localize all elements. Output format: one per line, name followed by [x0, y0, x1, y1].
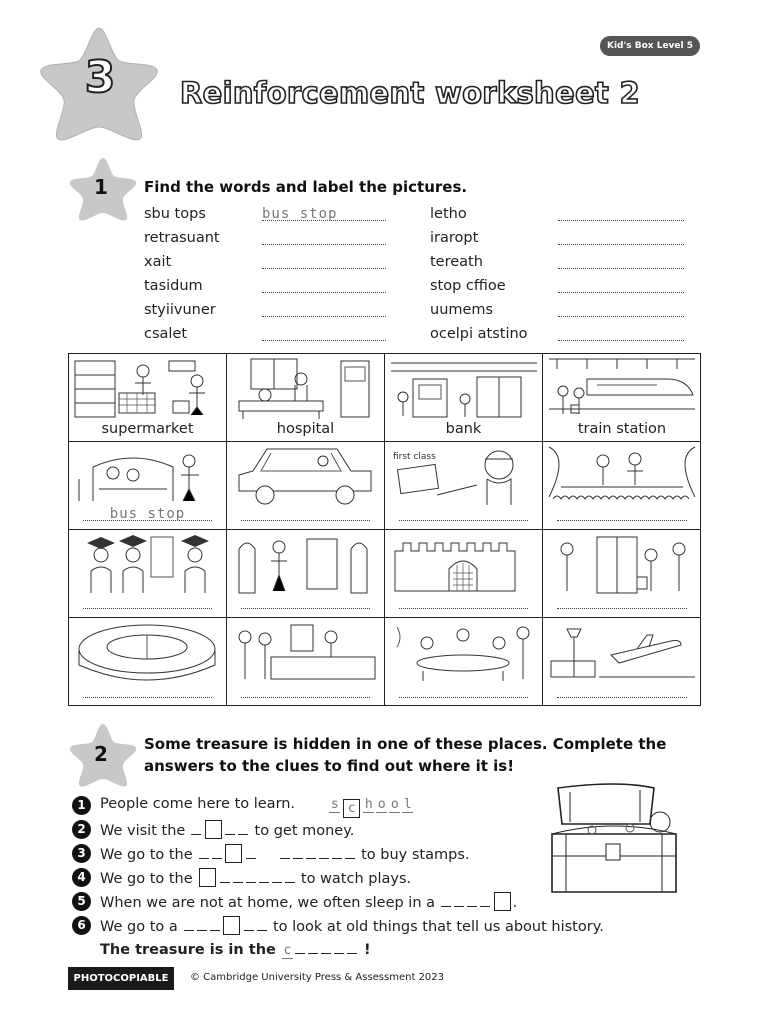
answer-line[interactable]	[262, 278, 386, 293]
letter-blank[interactable]	[334, 940, 344, 954]
post-office-picture	[389, 445, 539, 507]
hospital-picture	[231, 357, 381, 421]
letter-blank[interactable]	[306, 845, 316, 859]
letter-blank[interactable]	[184, 917, 194, 931]
letter-blank[interactable]	[295, 940, 305, 954]
letter-blank[interactable]	[280, 845, 290, 859]
picture-cell	[69, 618, 227, 706]
bus-stop-picture	[73, 445, 223, 507]
picture-label: bank	[445, 421, 482, 437]
picture-answer-line[interactable]	[557, 594, 687, 609]
letter-blank[interactable]	[233, 869, 243, 883]
clue-text: to get money.	[254, 823, 355, 839]
clue-number: 2	[72, 820, 91, 839]
clue-text: We visit the	[100, 823, 186, 839]
clue-number: 3	[72, 844, 91, 863]
letter-blank[interactable]	[199, 845, 209, 859]
svg-text:first class: first class	[393, 452, 436, 462]
picture-cell	[385, 530, 543, 618]
picture-cell	[227, 530, 385, 618]
picture-cell	[69, 530, 227, 618]
clue-text: .	[512, 895, 518, 911]
treasure-answer	[100, 940, 371, 959]
picture-cell	[227, 354, 385, 442]
exercise-2-number: 2	[94, 742, 108, 766]
letter-blank[interactable]	[220, 869, 230, 883]
letter-blank[interactable]	[285, 869, 295, 883]
scrambled-word: tasidum	[144, 278, 203, 294]
picture-grid	[68, 353, 701, 706]
police-station-picture	[231, 621, 381, 683]
answer-line[interactable]	[262, 230, 386, 245]
picture-cell	[385, 618, 543, 706]
letter-blank[interactable]	[246, 869, 256, 883]
clue-text: to buy stamps.	[361, 847, 470, 863]
bank-picture	[389, 357, 539, 421]
answer-line[interactable]	[558, 206, 684, 221]
clue-5	[100, 892, 517, 911]
picture-answer-line[interactable]	[83, 594, 212, 609]
scrambled-word: tereath	[430, 254, 483, 270]
answer-line[interactable]	[262, 254, 386, 269]
clue-text: When we are not at home, we often sleep in a	[100, 895, 436, 911]
letter-blank[interactable]	[321, 940, 331, 954]
letter-blank[interactable]	[319, 845, 329, 859]
answer-line[interactable]	[558, 230, 684, 245]
letter-blank[interactable]	[212, 845, 222, 859]
letter-blank[interactable]	[347, 940, 357, 954]
picture-answer-line[interactable]	[399, 594, 528, 609]
scrambled-word: letho	[430, 206, 467, 222]
clue-text: to look at old things that tell us about history.	[272, 919, 604, 935]
answer-line[interactable]	[262, 302, 386, 317]
picture-cell	[69, 442, 227, 530]
answer-line[interactable]	[262, 326, 386, 341]
picture-cell	[227, 618, 385, 706]
treasure-chest-icon	[548, 782, 684, 900]
restaurant-picture	[389, 621, 539, 683]
clue-4	[100, 868, 411, 887]
treasure-text: The treasure is in the	[100, 942, 276, 958]
copyright-text: © Cambridge University Press & Assessment 2023	[190, 972, 445, 983]
letter-blank[interactable]	[293, 845, 303, 859]
clue-number: 4	[72, 868, 91, 887]
picture-answer-line[interactable]	[241, 506, 370, 521]
picture-answer-line[interactable]	[241, 683, 370, 698]
answer-line[interactable]	[558, 254, 684, 269]
scrambled-word: xait	[144, 254, 172, 270]
clue-number: 1	[72, 796, 91, 815]
picture-answer-line[interactable]	[557, 683, 687, 698]
letter-blank[interactable]	[259, 869, 269, 883]
picture-answer-line[interactable]	[557, 506, 687, 521]
clue-text: We go to a	[100, 919, 178, 935]
letter-blank[interactable]	[246, 845, 256, 859]
picture-label: train station	[577, 421, 667, 437]
answer-line[interactable]: bus stop	[262, 206, 386, 221]
museum-picture	[231, 533, 381, 595]
letter-blank[interactable]	[272, 869, 282, 883]
scrambled-word: uumems	[430, 302, 494, 318]
letter-blank[interactable]	[345, 845, 355, 859]
level-badge: Kid's Box Level 5	[600, 36, 700, 56]
picture-cell	[543, 530, 701, 618]
scrambled-word: stop cffioe	[430, 278, 506, 294]
university-picture	[73, 533, 223, 595]
stadium-picture	[73, 621, 223, 683]
supermarket-picture	[73, 357, 223, 421]
picture-answer-line[interactable]: bus stop	[83, 506, 212, 521]
letter-blank[interactable]	[454, 893, 464, 907]
clue-1	[100, 796, 414, 818]
letter-blank[interactable]	[210, 917, 220, 931]
treasure-letter[interactable]: c	[283, 943, 292, 958]
picture-cell	[543, 618, 701, 706]
picture-cell	[227, 442, 385, 530]
answer-box[interactable]	[225, 844, 242, 863]
train-station-picture	[547, 357, 697, 421]
answer-box[interactable]	[205, 820, 222, 839]
picture-label: supermarket	[101, 421, 194, 437]
scrambled-word: iraropt	[430, 230, 479, 246]
theatre-picture	[547, 445, 697, 507]
picture-cell	[385, 354, 543, 442]
letter-blank[interactable]	[332, 845, 342, 859]
letter-blank[interactable]	[238, 821, 248, 835]
clue-6	[100, 916, 604, 935]
exercise-2-instruction-line-2: answers to the clues to find out where it is!	[144, 757, 515, 775]
answer-line[interactable]	[558, 302, 684, 317]
photocopiable-badge: PHOTOCOPIABLE	[68, 967, 174, 990]
exercise-1-number: 1	[94, 175, 108, 199]
answer-letter[interactable]: h	[364, 797, 373, 812]
letter-blank[interactable]	[244, 917, 254, 931]
clue-number: 5	[72, 892, 91, 911]
scrambled-word: ocelpi atstino	[430, 326, 528, 342]
answer-line[interactable]	[558, 278, 684, 293]
answer-letter[interactable]: l	[403, 797, 412, 812]
picture-cell	[385, 442, 543, 530]
clue-text: to watch plays.	[300, 871, 412, 887]
letter-blank[interactable]	[467, 893, 477, 907]
clue-text: We go to the	[100, 847, 193, 863]
clue-text: We go to the	[100, 871, 193, 887]
letter-blank[interactable]	[191, 821, 201, 835]
treasure-end: !	[364, 942, 371, 958]
answer-box[interactable]	[199, 868, 216, 887]
answer-line[interactable]	[558, 326, 684, 341]
exercise-2-instruction-line-1: Some treasure is hidden in one of these places. Complete the	[144, 735, 667, 753]
answer-box[interactable]: c	[343, 799, 360, 818]
picture-cell	[543, 442, 701, 530]
clue-text: People come here to learn.	[100, 796, 296, 812]
scrambled-word: sbu tops	[144, 206, 206, 222]
answer-box[interactable]	[494, 892, 511, 911]
letter-blank[interactable]	[197, 917, 207, 931]
letter-blank[interactable]	[480, 893, 490, 907]
clue-number: 6	[72, 916, 91, 935]
clue-3	[100, 844, 469, 863]
letter-blank[interactable]	[308, 940, 318, 954]
castle-picture	[389, 533, 539, 595]
answer-letter[interactable]: o	[390, 797, 399, 812]
scrambled-word: retrasuant	[144, 230, 220, 246]
picture-answer-line[interactable]	[241, 594, 370, 609]
picture-answer-line[interactable]	[399, 506, 528, 521]
scrambled-word: styiivuner	[144, 302, 216, 318]
exercise-1-instruction: Find the words and label the pictures.	[144, 178, 468, 196]
airport-picture	[547, 621, 697, 683]
page-title: Reinforcement worksheet 2	[180, 76, 640, 110]
clue-2	[100, 820, 354, 839]
hotel-picture	[547, 533, 697, 595]
picture-answer-line[interactable]	[399, 683, 528, 698]
taxi-picture	[231, 445, 381, 507]
picture-cell	[543, 354, 701, 442]
picture-cell	[69, 354, 227, 442]
answer-letter[interactable]: s	[330, 797, 339, 812]
scrambled-word: csalet	[144, 326, 188, 342]
answer-box[interactable]	[223, 916, 240, 935]
letter-blank[interactable]	[225, 821, 235, 835]
answer-letter[interactable]: o	[377, 797, 386, 812]
unit-number: 3	[84, 52, 116, 103]
picture-label: hospital	[276, 421, 335, 437]
picture-answer-line[interactable]	[83, 683, 212, 698]
letter-blank[interactable]	[441, 893, 451, 907]
letter-blank[interactable]	[257, 917, 267, 931]
